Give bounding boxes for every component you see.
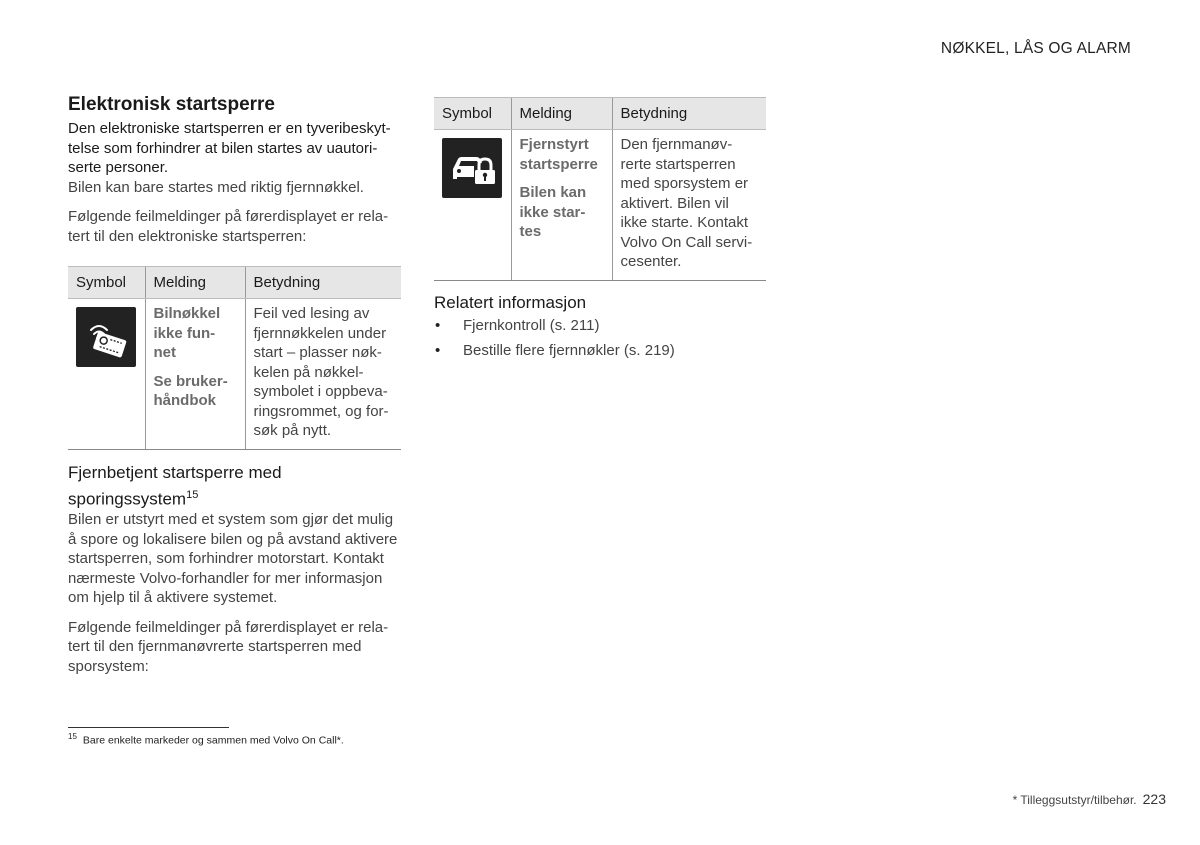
meaning-line: symbolet i oppbeva-: [253, 383, 388, 400]
text-line: å spore og lokalisere bilen og på avstand aktivere: [68, 530, 398, 548]
message-line: Bilnøkkel: [153, 305, 221, 322]
footnote: [68, 732, 344, 747]
body-paragraph-key: Bilen kan bare startes med riktig fjernnøkkel.: [68, 178, 364, 196]
message-cell: [511, 130, 612, 281]
page-number: 223: [1142, 791, 1166, 807]
intro-line: serte personer.: [68, 159, 169, 176]
message-line: Fjernstyrt: [519, 136, 589, 153]
message-line: Bilen kan: [519, 184, 587, 201]
message-line: startsperre: [519, 155, 598, 173]
related-link-order-keys[interactable]: • Bestille flere fjernnøkler (s. 219): [434, 341, 766, 361]
left-column: [68, 93, 401, 676]
meaning-line: ikke starte. Kontakt: [620, 214, 749, 231]
tracking-messages-paragraph: [68, 618, 401, 677]
meaning-line: søk på nytt.: [253, 422, 332, 439]
title-line: [68, 484, 401, 511]
text-line: sporsystem:: [68, 657, 149, 675]
meaning-line: med sporsystem er: [620, 175, 749, 192]
title-line: Fjernbetjent startsperre med: [68, 462, 282, 482]
tracking-paragraph: [68, 510, 401, 608]
section-title-tracking: [68, 462, 401, 511]
meaning-line: start – plasser nøk-: [253, 344, 382, 361]
symbol-cell: [68, 299, 145, 450]
table-row: [68, 299, 401, 450]
meaning-line: aktivert. Bilen vil: [620, 194, 729, 212]
page-footer: [1013, 791, 1166, 807]
key-card-icon: [76, 307, 136, 367]
meaning-line: cesenter.: [620, 253, 682, 270]
column-header-symbol: Symbol: [434, 98, 511, 130]
middle-column: [434, 97, 766, 367]
column-header-symbol: Symbol: [68, 267, 145, 299]
message-line: Se bruker-: [153, 372, 228, 390]
accessory-note: * Tilleggsutstyr/tilbehør.: [1012, 793, 1137, 807]
symbol-table-1: [68, 266, 401, 450]
column-header-meaning: Betydning: [612, 98, 766, 130]
text-line: tert til den elektroniske startsperren:: [68, 227, 307, 245]
message-hint: [154, 372, 237, 411]
table-header-row: [434, 98, 766, 130]
meaning-line: Volvo On Call servi-: [620, 233, 753, 251]
text-line: tert til den fjernmanøvrerte startsperren med: [68, 638, 362, 656]
message-text: [520, 135, 604, 174]
table-header-row: [68, 267, 401, 299]
symbol-table-2: [434, 97, 766, 281]
meaning-line: Feil ved lesing av: [253, 305, 370, 322]
message-hint: [520, 183, 604, 242]
message-text: [154, 304, 237, 363]
intro-line: telse som forhindrer at bilen startes av uautori-: [68, 139, 378, 157]
footnote-ref[interactable]: 15: [186, 488, 199, 501]
meaning-cell: [612, 130, 766, 281]
body-paragraph-messages: [68, 207, 401, 246]
meaning-line: rerte startsperren: [620, 155, 736, 173]
title-text: sporingssystem: [68, 489, 187, 509]
text-line: om hjelp til å aktivere systemet.: [68, 589, 278, 607]
car-lock-icon: [442, 138, 502, 198]
symbol-cell: [434, 130, 511, 281]
meaning-line: Den fjernmanøv-: [620, 136, 733, 153]
related-link-remote[interactable]: • Fjernkontroll (s. 211): [434, 316, 766, 336]
meaning-line: kelen på nøkkel-: [253, 363, 364, 381]
message-cell: [145, 299, 245, 450]
column-header-meaning: Betydning: [245, 267, 401, 299]
section-title-startsperre: Elektronisk startsperre: [68, 94, 275, 115]
message-line: tes: [519, 223, 542, 240]
table-row: [434, 130, 766, 281]
footnote-text: Bare enkelte markeder og sammen med Volvo On Call*.: [82, 734, 344, 747]
text-line: Følgende feilmeldinger på førerdisplayet er rela-: [68, 618, 389, 636]
text-line: Bilen er utstyrt med et system som gjør det mulig: [68, 511, 394, 529]
text-line: Følgende feilmeldinger på førerdisplayet er rela-: [68, 208, 389, 225]
related-info-title: Relatert informasjon: [434, 292, 587, 312]
footnote-number: 15: [68, 732, 77, 741]
intro-paragraph: [68, 119, 401, 178]
intro-line: Den elektroniske startsperren er en tyveribeskyt-: [68, 120, 391, 137]
message-line: håndbok: [153, 392, 216, 409]
message-line: ikke fun-: [153, 324, 216, 342]
meaning-cell: [245, 299, 401, 450]
related-info-list: [434, 316, 766, 361]
meaning-line: ringsrommet, og for-: [253, 402, 389, 420]
message-line: net: [153, 344, 176, 361]
column-header-message: Melding: [145, 267, 245, 299]
column-header-message: Melding: [511, 98, 612, 130]
text-line: nærmeste Volvo-forhandler for mer informasjon: [68, 569, 383, 587]
footnote-divider: [68, 727, 229, 728]
text-line: startsperren, som forhindrer motorstart. Kontakt: [68, 550, 384, 568]
message-line: ikke star-: [519, 203, 586, 221]
meaning-line: fjernnøkkelen under: [253, 324, 387, 342]
chapter-header: NØKKEL, LÅS OG ALARM: [940, 40, 1131, 57]
